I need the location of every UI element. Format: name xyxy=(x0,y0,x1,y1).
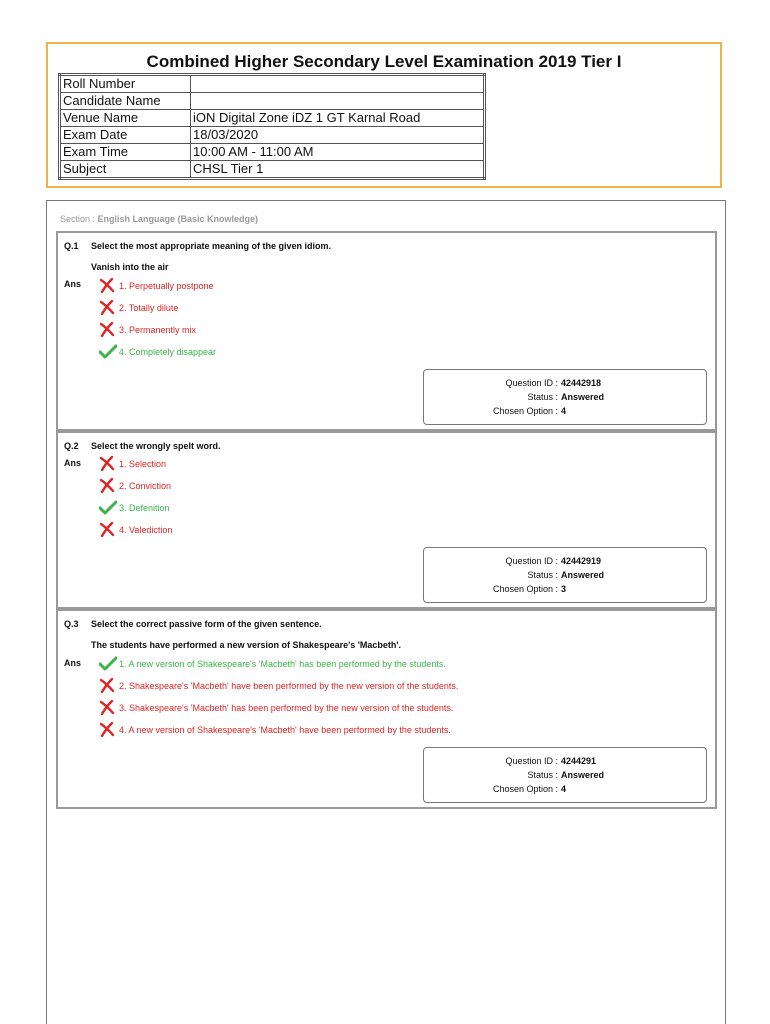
meta-chosen-option xyxy=(492,584,567,594)
meta-value: 4 xyxy=(561,784,567,794)
info-row-exam-time xyxy=(60,144,485,161)
option-text: 3. Shakespeare's 'Macbeth' has been performed by the new version of the students. xyxy=(119,703,454,713)
ans-label: Ans xyxy=(64,658,82,668)
meta-question-id xyxy=(505,756,597,766)
option-item xyxy=(97,655,446,673)
meta-value: 4 xyxy=(561,406,567,416)
cross-icon xyxy=(97,699,119,717)
question-meta-box xyxy=(423,747,707,803)
info-value: 10:00 AM - 11:00 AM xyxy=(191,144,485,161)
check-icon xyxy=(97,499,119,517)
question-text: Select the most appropriate meaning of the given idiom. xyxy=(91,241,332,251)
cross-icon xyxy=(97,477,119,495)
question-number: Q.1 xyxy=(64,241,79,251)
meta-value: 4244291 xyxy=(561,756,597,766)
info-value xyxy=(191,93,485,110)
option-item xyxy=(97,277,214,295)
question-text: Select the wrongly spelt word. xyxy=(91,441,221,451)
option-text: 1. Perpetually postpone xyxy=(119,281,214,291)
exam-header xyxy=(46,42,722,188)
meta-label: Chosen Option : xyxy=(492,406,558,416)
question-card xyxy=(56,609,717,809)
cross-icon xyxy=(97,721,119,739)
question-meta-box xyxy=(423,369,707,425)
section-prefix: Section : xyxy=(60,214,98,224)
cross-icon xyxy=(97,321,119,339)
cross-icon xyxy=(97,299,119,317)
info-value: 18/03/2020 xyxy=(191,127,485,144)
option-item xyxy=(97,321,196,339)
meta-label: Status : xyxy=(527,392,558,402)
info-value: iON Digital Zone iDZ 1 GT Karnal Road xyxy=(191,110,485,127)
option-text: 1. A new version of Shakespeare's 'Macbeth' has been performed by the students. xyxy=(119,659,446,669)
meta-status xyxy=(527,570,605,580)
info-row-roll-number xyxy=(60,75,485,93)
option-item xyxy=(97,499,170,517)
cross-icon xyxy=(97,521,119,539)
question-subtext: The students have performed a new version of Shakespeare's 'Macbeth'. xyxy=(91,640,402,650)
meta-question-id xyxy=(505,378,602,388)
exam-title: Combined Higher Secondary Level Examination 2019 Tier I xyxy=(146,52,622,71)
meta-value: Answered xyxy=(561,392,605,402)
question-meta-box xyxy=(423,547,707,603)
meta-value: 42442918 xyxy=(561,378,602,388)
meta-label: Status : xyxy=(527,570,558,580)
info-row-exam-date xyxy=(60,127,485,144)
question-header xyxy=(64,619,322,629)
meta-chosen-option xyxy=(492,406,567,416)
meta-question-id xyxy=(505,556,602,566)
question-number: Q.3 xyxy=(64,619,79,629)
option-text: 3. Permanently mix xyxy=(119,325,197,335)
meta-label: Chosen Option : xyxy=(492,584,558,594)
question-header xyxy=(64,441,221,451)
option-text: 1. Selection xyxy=(119,459,167,469)
option-text: 2. Conviction xyxy=(119,481,172,491)
response-sheet xyxy=(46,200,726,1024)
option-item xyxy=(97,677,458,695)
check-icon xyxy=(97,655,119,673)
info-value xyxy=(191,75,485,93)
meta-value: Answered xyxy=(561,570,605,580)
option-item xyxy=(97,521,172,539)
info-row-venue-name xyxy=(60,110,485,127)
meta-label: Question ID : xyxy=(505,378,558,388)
option-item xyxy=(97,455,166,473)
section-name: English Language (Basic Knowledge) xyxy=(97,214,259,224)
option-text: 2. Shakespeare's 'Macbeth' have been performed by the new version of the students. xyxy=(119,681,459,691)
meta-chosen-option xyxy=(492,784,567,794)
ans-label: Ans xyxy=(64,279,82,289)
ans-label: Ans xyxy=(64,458,82,468)
option-item xyxy=(97,477,171,495)
cross-icon xyxy=(97,455,119,473)
info-label: Candidate Name xyxy=(60,93,191,110)
meta-status xyxy=(527,392,605,402)
option-text: 3. Defenition xyxy=(119,503,170,513)
section-label xyxy=(60,214,258,224)
meta-value: Answered xyxy=(561,770,605,780)
option-text: 4. A new version of Shakespeare's 'Macbeth' have been performed by the students. xyxy=(119,725,451,735)
meta-status xyxy=(527,770,605,780)
meta-label: Status : xyxy=(527,770,558,780)
info-row-candidate-name xyxy=(60,93,485,110)
option-item xyxy=(97,699,453,717)
option-text: 4. Completely disappear xyxy=(119,347,217,357)
info-label: Roll Number xyxy=(60,75,191,93)
cross-icon xyxy=(97,677,119,695)
cross-icon xyxy=(97,277,119,295)
info-value: CHSL Tier 1 xyxy=(191,161,485,179)
info-row-subject xyxy=(60,161,485,179)
info-label: Exam Time xyxy=(60,144,191,161)
question-card xyxy=(56,231,717,431)
question-text: Select the correct passive form of the given sentence. xyxy=(91,619,322,629)
option-text: 2. Totally dilute xyxy=(119,303,179,313)
info-label: Venue Name xyxy=(60,110,191,127)
question-subtext: Vanish into the air xyxy=(91,262,169,272)
option-text: 4. Valediction xyxy=(119,525,173,535)
info-label: Subject xyxy=(60,161,191,179)
question-number: Q.2 xyxy=(64,441,79,451)
option-item xyxy=(97,299,178,317)
meta-label: Question ID : xyxy=(505,556,558,566)
meta-label: Question ID : xyxy=(505,756,558,766)
option-item xyxy=(97,721,451,739)
candidate-info-table xyxy=(58,73,486,180)
question-header xyxy=(64,241,331,251)
info-label: Exam Date xyxy=(60,127,191,144)
option-item xyxy=(97,343,216,361)
check-icon xyxy=(97,343,119,361)
question-card xyxy=(56,431,717,609)
meta-value: 42442919 xyxy=(561,556,602,566)
meta-label: Chosen Option : xyxy=(492,784,558,794)
meta-value: 3 xyxy=(561,584,567,594)
